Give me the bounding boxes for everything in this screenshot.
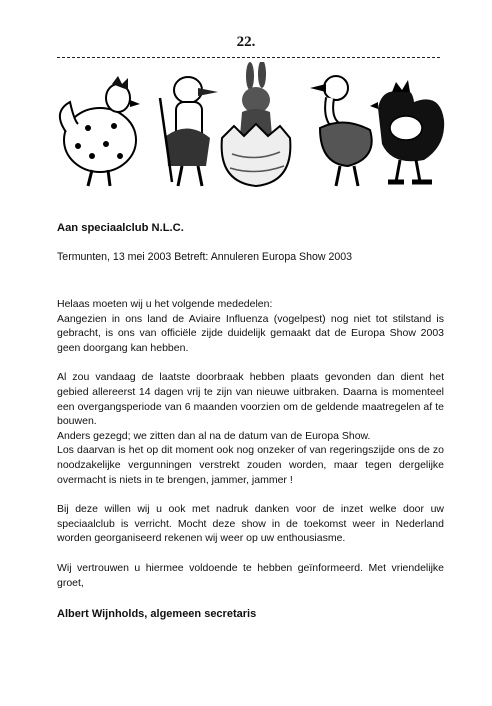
paragraph-closing: Wij vertrouwen u hiermee voldoende te hebben geïnformeerd. Met vriendelijke groet, bbox=[57, 561, 444, 589]
paragraph-intro: Helaas moeten wij u het volgende mededelen: bbox=[57, 298, 273, 310]
paragraph-thanks: Bij deze willen wij u ook met nadruk danken voor de inzet welke door uw speciaalclub is verricht. Mocht deze show in de toekomst weer in Nederland worden georganiseerd rekenen wij weer op uw enthousiasme. bbox=[57, 503, 444, 545]
poultry-illustration bbox=[48, 62, 448, 192]
letter-dateline: Termunten, 13 mei 2003 Betreft: Annuleren Europa Show 2003 bbox=[57, 251, 353, 263]
letter-body bbox=[57, 297, 444, 622]
header-divider bbox=[57, 57, 440, 58]
duck-icon bbox=[160, 77, 218, 186]
goose-icon bbox=[310, 76, 372, 186]
hen-icon bbox=[60, 76, 140, 186]
paragraph-permits: Los daarvan is het op dit moment ook nog onzeker of van regeringszijde ons de zo noodzakelijke vergunningen verstrekt zouden worden, maar tegen dergelijke overmacht is niets in te brengen, jammer, jammer ! bbox=[57, 444, 444, 486]
paragraph-timeline: Al zou vandaag de laatste doorbraak hebben plaats gevonden dan dient het gebied allereerst 14 dagen vrij te zijn van nieuwe uitbraken. Daarna is momenteel een overgangsperiode van 6 maanden voorzien om de geldende maatregelen af te bouwen. bbox=[57, 371, 444, 428]
paragraph-reason: Aangezien in ons land de Aviaire Influenza (vogelpest) nog niet tot stilstand is gebracht, is ons van officiële zijde duidelijk gemaakt dat de Europa Show 2003 geen doorgang kan hebben. bbox=[57, 312, 444, 354]
paragraph-conclusion: Anders gezegd; we zitten dan al na de datum van de Europa Show. bbox=[57, 429, 371, 442]
hare-in-egg-icon bbox=[222, 62, 291, 186]
letter-heading: Aan speciaalclub N.L.C. bbox=[57, 222, 184, 234]
signature: Albert Wijnholds, algemeen secretaris bbox=[57, 608, 257, 621]
rooster-icon bbox=[370, 80, 444, 182]
page-number: 22. bbox=[236, 34, 256, 50]
